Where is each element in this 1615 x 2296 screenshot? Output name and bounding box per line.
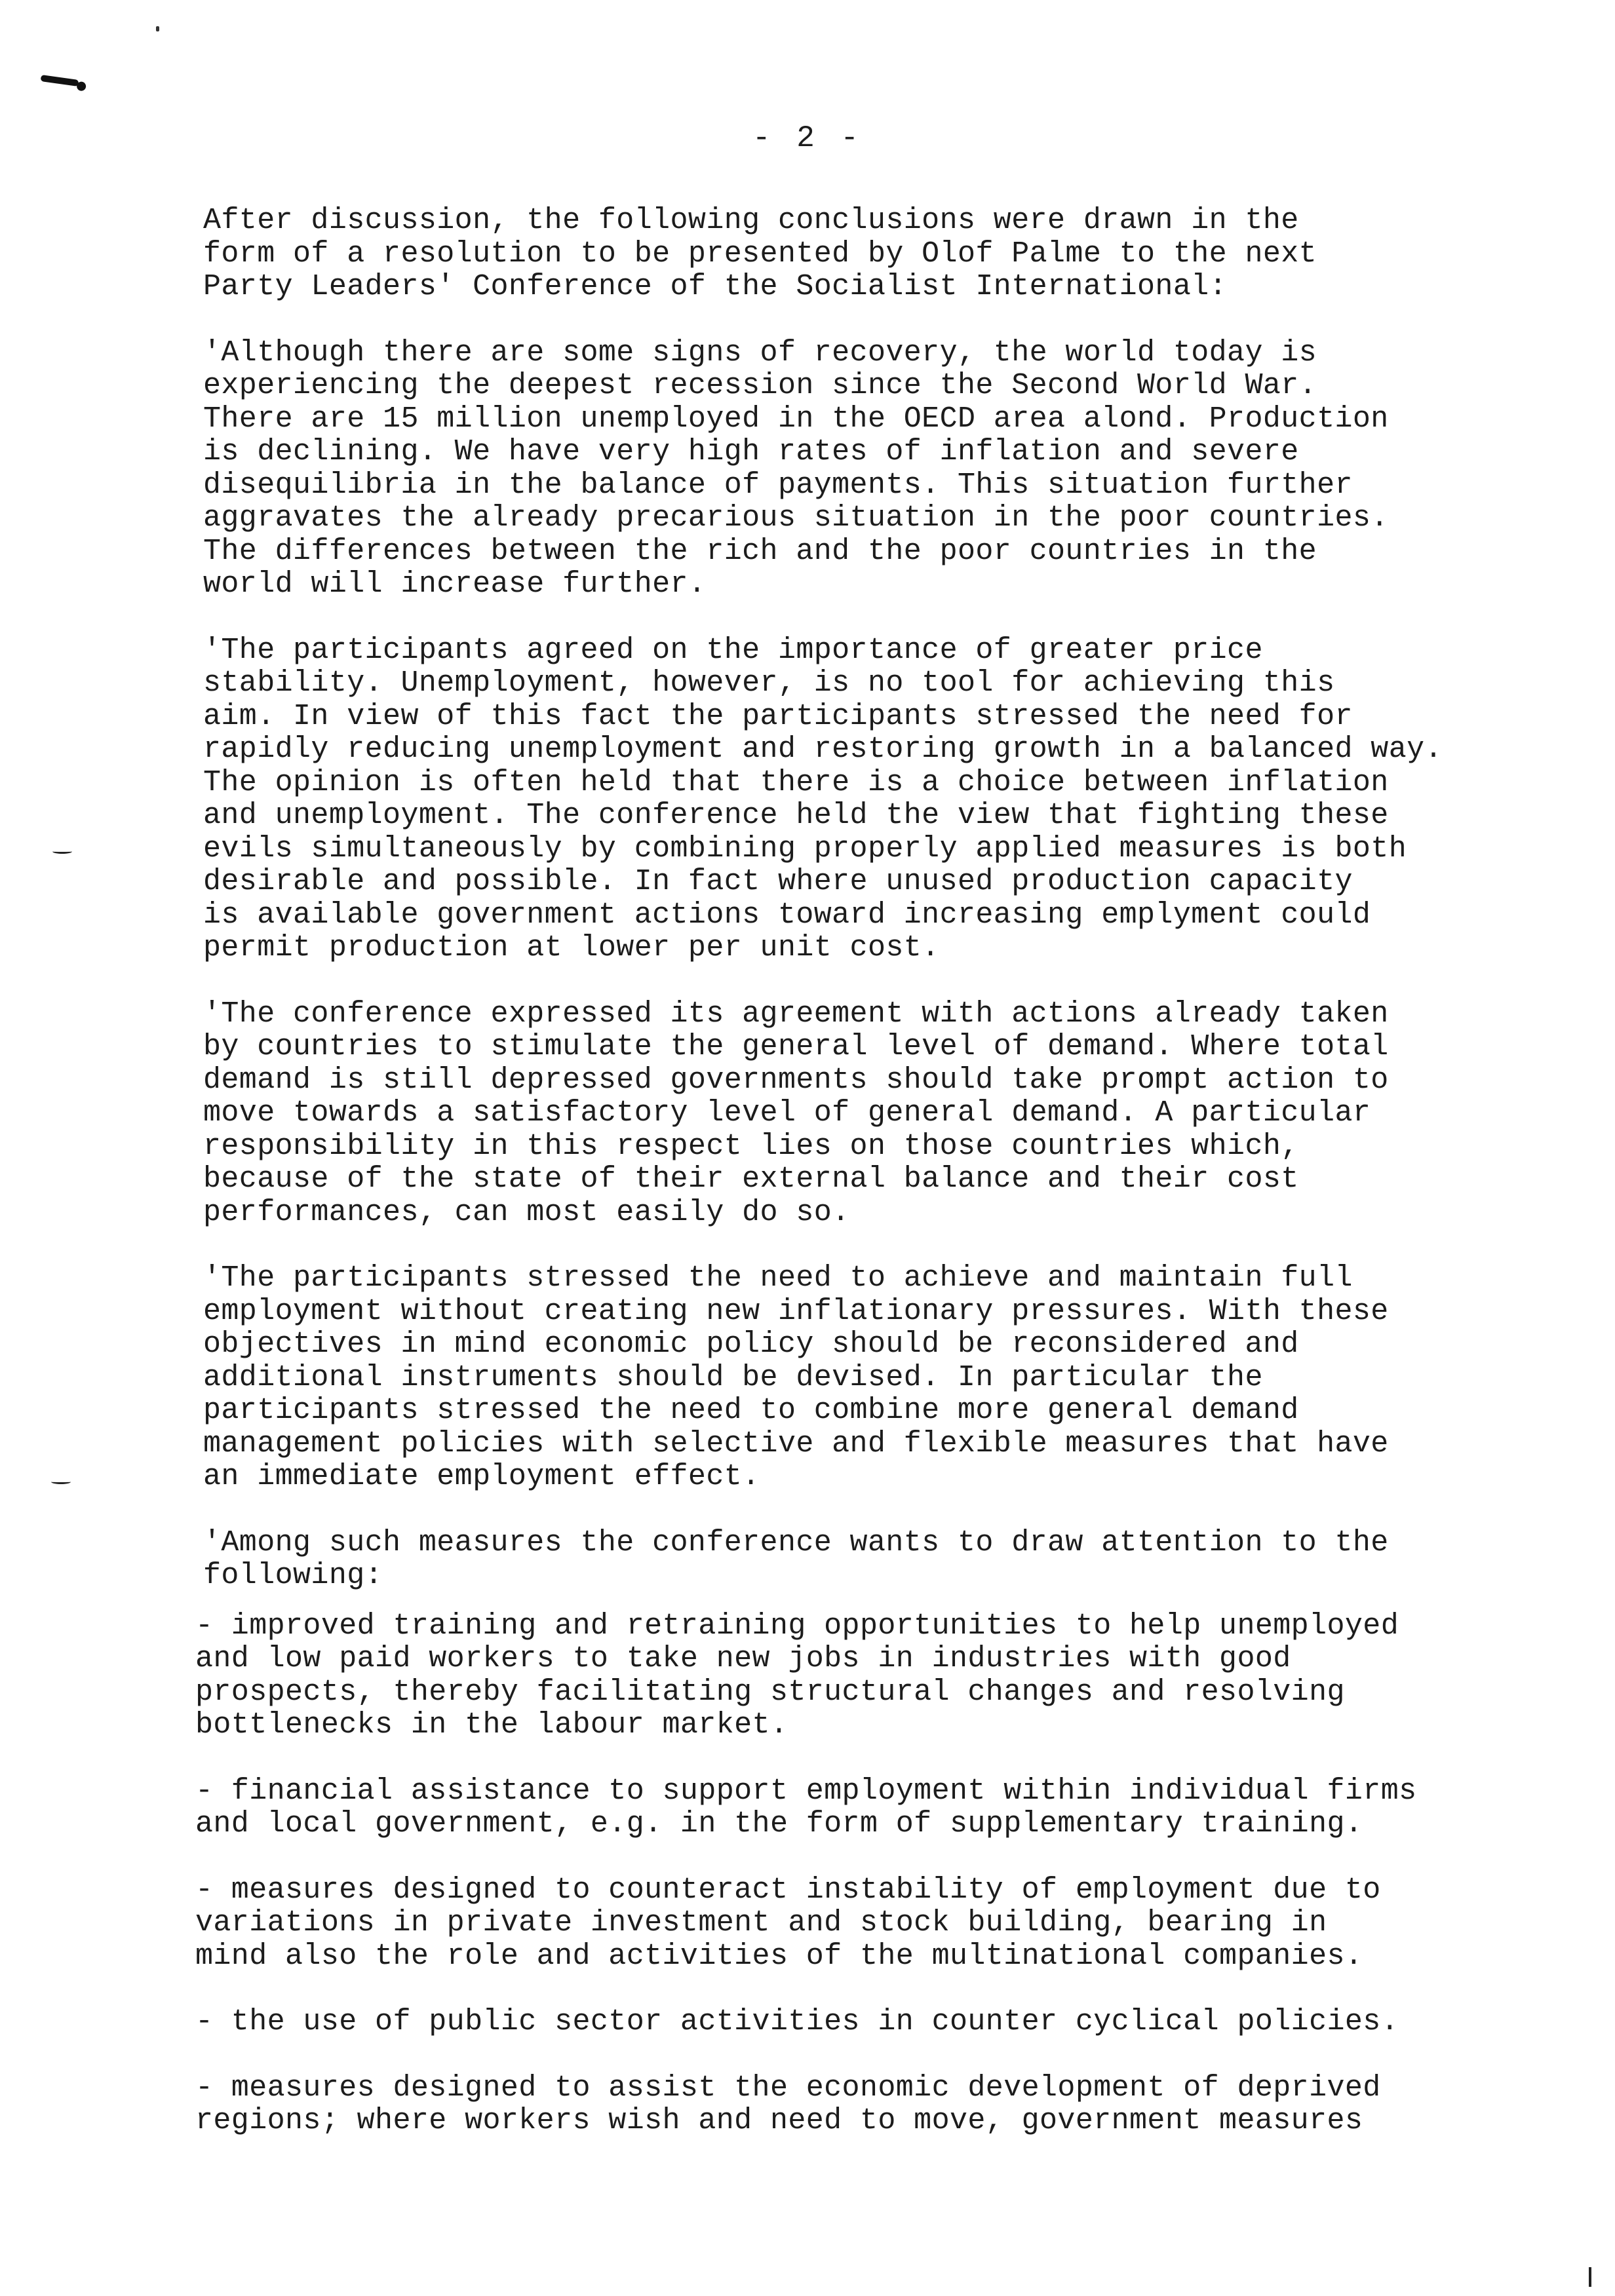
scan-mark bbox=[41, 75, 79, 86]
paragraph-intro: After discussion, the following conclusions were drawn in the form of a resolution to be presented by Olof Palme to the next Party Leaders' Conference of the Socialist International: bbox=[203, 204, 1317, 303]
list-item-financial-assistance: - financial assistance to support employment within individual firms and local government, e.g. in the form of supplementary training. bbox=[195, 1774, 1417, 1841]
list-item-training: - improved training and retraining opportunities to help unemployed and low paid workers to take new jobs in industries with good prospects, thereby facilitating structural changes and resolving bottlenecks in the labour market. bbox=[195, 1609, 1399, 1742]
body-text bbox=[195, 204, 1540, 2138]
paragraph-full-employment: 'The participants stressed the need to achieve and maintain full employment without creating new inflationary pressures. With these objectives in mind economic policy should be reconsidered and additional instruments should be devised. In particular the participants stressed the need to combine more general demand management policies with selective and flexible measures that have an immediate employment effect. bbox=[203, 1261, 1389, 1493]
corner-mark bbox=[1589, 2267, 1591, 2287]
page-number: - 2 - bbox=[752, 121, 863, 155]
list-item-deprived-regions: - measures designed to assist the economic development of deprived regions; where workers wish and need to move, government measures bbox=[195, 2071, 1381, 2137]
scan-speck bbox=[156, 26, 159, 31]
paragraph-recession: 'Although there are some signs of recovery, the world today is experiencing the deepest recession since the Second World War. There are 15 million unemployed in the OECD area alond. Production is declining. We have very high rates of inflation and severe disequilibria in the balance of payments. This situation further aggravates the already precarious situation in the poor countries. The differences between the rich and the poor countries in the world will increase further. bbox=[203, 335, 1389, 601]
list-item-instability-measures: - measures designed to counteract instability of employment due to variations in private investment and stock building, bearing in mind also the role and activities of the multinational companies. bbox=[195, 1873, 1381, 1973]
paragraph-demand: 'The conference expressed its agreement with actions already taken by countries to stimulate the general level of demand. Where total demand is still depressed governments should take prompt action to move towards a satisfactory level of general demand. A particular responsibility in this respect lies on those countries which, because of the state of their external balance and their cost performances, can most easily do so. bbox=[203, 997, 1389, 1229]
margin-mark bbox=[52, 849, 72, 854]
paragraph-measures-intro: 'Among such measures the conference wants to draw attention to the following: bbox=[203, 1525, 1389, 1592]
list-item-public-sector: - the use of public sector activities in counter cyclical policies. bbox=[195, 2005, 1399, 2038]
margin-mark bbox=[51, 1480, 71, 1484]
paragraph-price-stability: 'The participants agreed on the importance of greater price stability. Unemployment, however, is no tool for achieving this aim. In view of this fact the participants stressed the need for rapidly reducing unemployment and restoring growth in a balanced way. The opinion is often held that there is a choice between inflation and unemployment. The conference held the view that fighting these evils simultaneously by combining properly applied measures is both desirable and possible. In fact where unused production capacity is available government actions toward increasing emplyment could permit production at lower per unit cost. bbox=[203, 633, 1443, 965]
